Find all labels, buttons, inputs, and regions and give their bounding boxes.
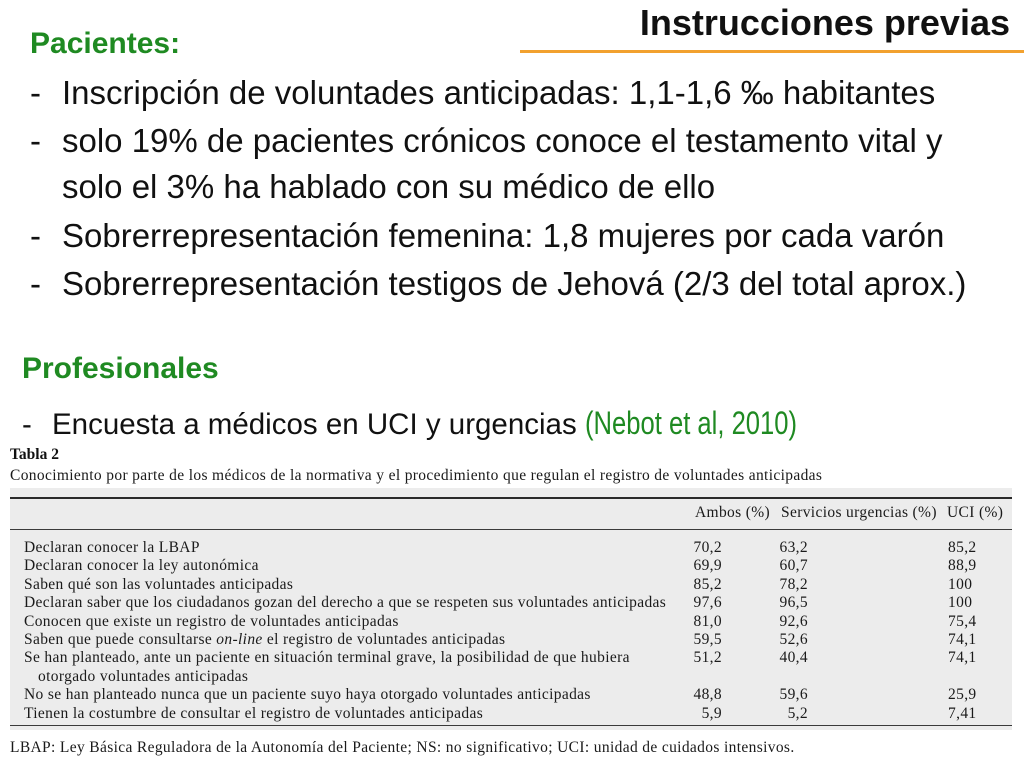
cell-servicios-urgencias: 52,6 <box>779 630 808 648</box>
cell-servicios-urgencias: 60,7 <box>779 557 808 575</box>
table-bottom-rule <box>10 725 1012 726</box>
section-heading-pacientes: Pacientes: <box>30 27 181 60</box>
bullet-dash: - <box>22 408 32 441</box>
cell-uci: 74,1 <box>948 649 977 667</box>
cell-uci: 100 <box>948 575 973 593</box>
cell-ambos: 5,9 <box>701 704 722 722</box>
profesionales-bullet-1 <box>22 403 850 443</box>
row-label: Declaran conocer la ley autonómica <box>24 557 259 575</box>
bullet-dash: - <box>30 217 41 254</box>
bullet-text: Encuesta a médicos en UCI y urgencias <box>52 408 577 441</box>
cell-uci: 75,4 <box>948 612 977 630</box>
cell-servicios-urgencias: 92,6 <box>779 612 808 630</box>
pacientes-bullet-2-continuation <box>62 163 715 211</box>
row-label: Conocen que existe un registro de voluntades anticipadas <box>24 612 399 630</box>
bullet-text: Inscripción de voluntades anticipadas: 1,1-1,6 ‰ habitantes <box>62 74 936 111</box>
bullet-dash: - <box>30 265 41 302</box>
cell-servicios-urgencias: 63,2 <box>779 539 808 556</box>
cell-ambos: 85,2 <box>693 575 722 593</box>
cell-ambos: 97,6 <box>693 594 722 612</box>
table-top-rule <box>10 497 1012 499</box>
table-row <box>10 649 1012 686</box>
table-header-row <box>10 503 1012 523</box>
bullet-text: Sobrerrepresentación femenina: 1,8 mujeres por cada varón <box>62 217 945 254</box>
column-header-ambos: Ambos (%) <box>695 504 771 521</box>
table-row <box>10 705 1012 723</box>
pacientes-bullet-2 <box>30 117 943 165</box>
row-label: Declaran conocer la LBAP <box>24 539 200 556</box>
pacientes-bullet-4 <box>30 260 966 308</box>
cell-servicios-urgencias: 78,2 <box>779 575 808 593</box>
cell-servicios-urgencias: 5,2 <box>787 704 808 722</box>
cell-ambos: 69,9 <box>693 557 722 575</box>
cell-ambos: 51,2 <box>693 649 722 667</box>
pacientes-bullet-3 <box>30 212 944 260</box>
bullet-text: solo el 3% ha hablado con su médico de ello <box>62 168 716 205</box>
table-row <box>10 613 1012 631</box>
row-label-line-continuation: otorgado voluntades anticipadas <box>38 667 249 685</box>
bullet-dash: - <box>30 74 41 111</box>
cell-servicios-urgencias: 40,4 <box>779 649 808 667</box>
table-row <box>10 557 1012 575</box>
cell-ambos: 70,2 <box>693 539 722 556</box>
row-label <box>24 631 505 649</box>
cell-ambos: 81,0 <box>693 612 722 630</box>
cell-uci: 74,1 <box>948 630 977 648</box>
column-header-uci: UCI (%) <box>947 504 1004 521</box>
cell-servicios-urgencias: 59,6 <box>779 686 808 704</box>
cell-servicios-urgencias: 96,5 <box>779 594 808 612</box>
citation: (Nebot et al, 2010) <box>584 405 797 441</box>
table-footnote: LBAP: Ley Básica Reguladora de la Autonomía del Paciente; NS: no significativo; UCI: unidad de cuidados intensivos. <box>10 739 795 756</box>
table-header-rule <box>10 529 1012 530</box>
row-label: Saben qué son las voluntades anticipadas <box>24 575 294 593</box>
table-row <box>10 631 1012 649</box>
bullet-dash: - <box>30 122 41 159</box>
pacientes-bullet-1 <box>30 69 935 117</box>
cell-uci: 85,2 <box>948 539 977 556</box>
cell-ambos: 59,5 <box>693 630 722 648</box>
slide-title: Instrucciones previas <box>639 2 1010 43</box>
table-row <box>10 594 1012 612</box>
table-row <box>10 686 1012 704</box>
section-heading-profesionales: Profesionales <box>22 352 219 385</box>
cell-uci: 88,9 <box>948 557 977 575</box>
table-caption: Conocimiento por parte de los médicos de la normativa y el procedimiento que regulan el registro de voluntades anticipadas <box>10 467 823 484</box>
title-underline <box>520 50 1024 53</box>
table-row <box>10 576 1012 594</box>
row-label-text: Saben que puede consultarse <box>24 630 217 648</box>
table-body <box>10 539 1012 723</box>
row-label: No se han planteado nunca que un paciente suyo haya otorgado voluntades anticipadas <box>24 686 591 704</box>
cell-uci: 7,41 <box>948 704 977 722</box>
column-header-servicios-urgencias: Servicios urgencias (%) <box>781 504 937 521</box>
row-label: Declaran saber que los ciudadanos gozan del derecho a que se respeten sus voluntades anticipadas <box>24 594 667 612</box>
cell-uci: 100 <box>948 594 973 612</box>
cell-uci: 25,9 <box>948 686 977 704</box>
data-table <box>10 488 1012 730</box>
bullet-text: solo 19% de pacientes crónicos conoce el testamento vital y <box>62 122 943 159</box>
bullet-text: Sobrerrepresentación testigos de Jehová (2/3 del total aprox.) <box>62 265 967 302</box>
row-label-line: Se han planteado, ante un paciente en situación terminal grave, la posibilidad de que hubiera <box>24 649 630 667</box>
cell-ambos: 48,8 <box>693 686 722 704</box>
row-label <box>24 649 630 686</box>
row-label-italic: on-line <box>216 630 263 648</box>
table-label: Tabla 2 <box>10 446 59 463</box>
row-label: Tienen la costumbre de consultar el registro de voluntades anticipadas <box>24 704 484 722</box>
row-label-text: el registro de voluntades anticipadas <box>262 630 506 648</box>
table-row <box>10 539 1012 557</box>
